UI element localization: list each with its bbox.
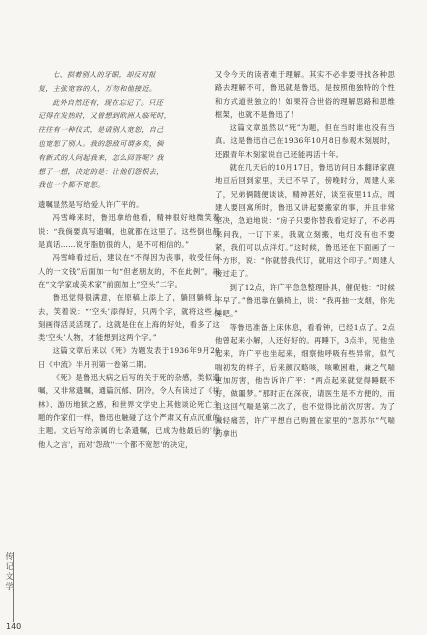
- paragraph: 冯雪峰来时，鲁迅拿给他看，精神很好地微笑着说：“我倘要真写遗嘱，也就都在这里了。这些倒也都是真话……说牙脂肪很的人，是不可相信的。”: [38, 213, 220, 250]
- paragraph: 等鲁迅准备上床休息，看看钟，已经1点了。2点他曾起来小解，人还好好的。再睡下，3点半，见他坐起来，许广平也坐起来，细察他呼吸有些异常，似气喘初发的样子，后来颜汉略咳，咳嗽困难，兼之气喘更加厉害，他告诉许广平：“两点起来就觉得睡眠不好，做噩梦。”那时正在深夜，请医生是不方便的，而且这回气喘是第二次了，也不觉得比前次厉害。为了减轻痛苦，许广平想自己购置在家里的“忽苏尔”气喘药拿出: [215, 322, 395, 439]
- quote-line: 七、损着别人的牙眼，却反对报: [52, 70, 156, 79]
- left-body-text: [38, 198, 220, 451]
- quote-line: 往往有一种仪式，是请别人宽恕，自己: [38, 125, 164, 135]
- quote-line: 想了一想，决定的是：让他们怨恨去，: [38, 166, 164, 176]
- paragraph: 冯雪峰看过后，建议在“不得因为丧事，收受任何人的一文钱”后面加一句“但老朋友的，不在此例”，再在“文学家或美术家”前面加上“空头”二字。: [38, 253, 220, 289]
- paragraph: 这篇文章后来以《死》为题发表于1936年9月20日《中流》半月刊第一卷第二期。: [38, 346, 220, 369]
- left-column: [38, 68, 220, 451]
- page-number: 140: [6, 622, 22, 631]
- quote-line: 此外自然还有，现在忘记了。只还: [52, 97, 164, 107]
- paragraph: 遗嘱显然是写给爱人许广平的。: [38, 200, 144, 210]
- paragraph: 这篇文章虽然以“死”为题，但在当时谁也没有当真。这是鲁迅自己在1936年10月8日参观木刻展时，还跟青年木刻家说自己还能再活十年。: [215, 123, 395, 159]
- quote-line: 复，主张宽容的人，万勿和他接近。: [38, 83, 157, 93]
- paragraph: 鲁迅觉得很满意，在原稿上添上了，躺回躺椅上去，笑着说：“‘空头’添得好，只两个字，就将这些人刻画得活灵活现了。这就是住在上海的好处，看多了这类‘空头’人物，才能想到这两个字。”: [38, 293, 220, 343]
- quote-line: 也宽恕了别人。我的怨敌可谓多矣，倘: [38, 138, 164, 148]
- paragraph: 《死》是鲁迅大病之后写的关于死的杂感，类似遗嘱，又非常遗嘱，通篇沉郁、阴冷，令人有读过了《祥林》、游历地狱之感，和世界文学史上其他谈论死亡主题的作家们一样，鲁迅也触碰了这个严肃又有点沉重的主题。文后写给亲属的七条遗嘱，已成为他最后的'待他人之言'，而对'怨敌''一个都不宽恕'的决定，: [38, 373, 220, 449]
- quote-line: 我也一个都不宽恕。: [38, 180, 105, 190]
- paragraph: 又令今天的读者难于理解。其实不必非要寻找各种思路去理解不可，鲁迅就是鲁迅，是按照他独特的个性和方式道世独立的！如果符合世俗的理解思路和思维框架，也就不是鲁迅了！: [215, 70, 395, 119]
- quote-line: 有新式的人问起我来，怎么回答呢？我: [38, 152, 164, 162]
- paragraph: 就在几天后的10月17日，鲁迅访问日本翻译家鹿地亘后回到家里，天已不早了，傍晚时分，周建人来了，兄弟俩随便谈谈，精神甚好，谈至夜里11点，周建人要回寓所时，鲁迅又讲起要搬家的事，并且非常坚决，急迫地说：“房子只要你替我看定好了，不必再来问我，一订下来，我就立刻搬，电灯没有也不要紧，我们可以点洋灯。”这时候，鲁迅还在下面画了一个方形，说：“你就替我代订，就用这个印子。”周建人接过走了。: [215, 163, 395, 279]
- quote-line: 记得在发热时，又曾想到欧洲人临死时，: [38, 111, 172, 121]
- right-body-text: [215, 68, 395, 440]
- paragraph: 到了12点，许广平急急整理卧具，催促他：“时候不早了。”鲁迅靠在躺椅上，说：“我再抽一支烟，你先睡吧。”: [215, 282, 395, 319]
- testament-quote: [38, 68, 220, 192]
- right-column: [215, 68, 395, 440]
- section-label: 传记文学: [5, 552, 14, 592]
